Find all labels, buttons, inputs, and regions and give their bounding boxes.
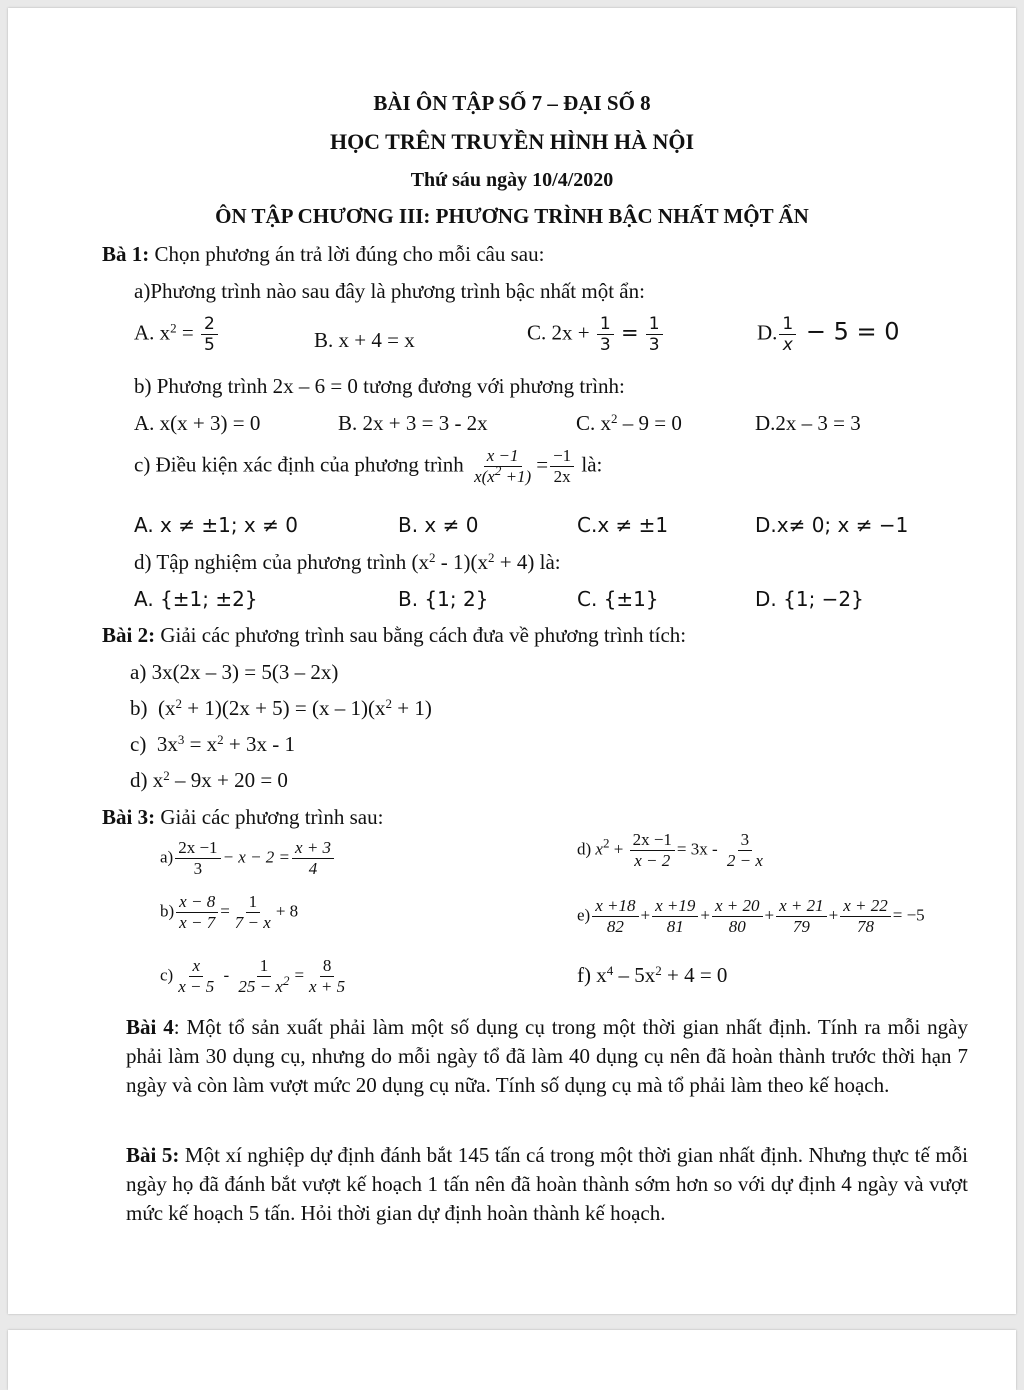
bai3-item-f: f) $x^4 - 5x^2 + 4 = 0$ xyxy=(577,963,728,987)
bai1-question-a: a)Phương trình nào sau đây là phương trình bậc nhất một ẩn: xyxy=(134,279,645,303)
bai1-b-option-C: C. $x^2 - 9 = 0$ xyxy=(576,411,682,435)
bai1-b-option-A: A. x(x + 3) = 0 xyxy=(134,411,261,435)
bai1-c-option-A: A. x ≠ ±1; x ≠ 0 xyxy=(134,513,298,537)
bai3-item-e: e) $\frac{x +18}{82}$ + $\frac{x +19}{81}$ + $\frac{x + 20}{80}$ + $\frac{x + 21}{79}$ + $\frac{x + 22}{78}$ = −5 xyxy=(577,896,925,936)
bai3-heading: Bài 3: Giải các phương trình sau: xyxy=(102,805,384,829)
bai1-question-d: d) Tập nghiệm của phương trình $(x^2 - 1)(x^2 + 4)$ là: xyxy=(134,550,561,574)
bai1-a-option-D: D. $\frac{1}{x}$ − 5 = 0 xyxy=(757,314,900,355)
next-page xyxy=(8,1330,1016,1390)
bai2-heading: Bài 2: Giải các phương trình sau bằng cách đưa về phương trình tích: xyxy=(102,623,687,647)
bai1-d-option-D: D. {1; −2} xyxy=(755,587,864,611)
bai3-item-b: b) $\frac{x - 8}{x - 7}$ = $\frac{1}{7 - x}$ + 8 xyxy=(160,892,299,932)
bai1-d-option-A: A. {±1; ±2} xyxy=(134,587,258,611)
bai3-item-d: d) $x^2$ + $\frac{2x -1}{x - 2}$ = 3x - $\frac{3}{2 - x}$ xyxy=(577,830,763,870)
bai1-question-b: b) Phương trình 2x – 6 = 0 tương đương với phương trình: xyxy=(134,374,625,398)
bai1-c-option-B: B. x ≠ 0 xyxy=(398,513,479,537)
bai1-d-option-B: B. {1; 2} xyxy=(398,587,489,611)
bai2-item-a: a) 3x(2x – 3) = 5(3 – 2x) xyxy=(130,660,339,684)
bai1-a-option-A: A. $x^2$ = $\frac{2}{5}$ xyxy=(134,314,220,355)
bai3-item-a: a) $\frac{2x -1}{3}$ − x − 2 = $\frac{x + 3}{4}$ xyxy=(160,838,336,879)
bai1-d-option-C: C. {±1} xyxy=(577,587,659,611)
bai1-question-c: c) Điều kiện xác định của phương trình $\frac{x -1}{x(x^2 +1)}$ = $\frac{-1}{2x}$ là: xyxy=(134,446,603,486)
bai5-paragraph: Bài 5: Một xí nghiệp dự định đánh bắt 145 tấn cá trong một thời gian nhất định. Nhưng thực tế mỗi ngày họ đã đánh bắt vượt kế hoạch 1 tấn nên đã hoàn thành sớm hơn so với dự định 4 ngày và vượt mức kế hoạch 5 tấn. Hỏi thời gian dự định hoàn thành kế hoạch. xyxy=(126,1143,969,1225)
bai2-item-d: d) $x^2 - 9x + 20 = 0$ xyxy=(130,768,288,792)
bai1-c-option-C: C.x ≠ ±1 xyxy=(577,513,669,537)
chapter-title: ÔN TẬP CHƯƠNG III: PHƯƠNG TRÌNH BẬC NHẤT MỘT ẨN xyxy=(215,204,809,228)
bai2-item-c: c) $3x^3 = x^2 + 3x - 1$ xyxy=(130,732,296,756)
title-2: HỌC TRÊN TRUYỀN HÌNH HÀ NỘI xyxy=(329,129,695,154)
bai2-item-b: b) $(x^2 + 1)(2x + 5) = (x - 1)(x^2 + 1)$ xyxy=(130,696,432,720)
bai4-paragraph: Bài 4: Một tổ sản xuất phải làm một số dụng cụ trong một thời gian nhất định. Tính ra mỗi ngày phải làm 30 dụng cụ, nhưng do mỗi ngày tổ đã làm 40 dụng cụ nên đã hoàn thành trước thời hạn 7 ngày và còn làm vượt mức 20 dụng cụ nữa. Tính số dụng cụ mà tổ phải làm theo kế hoạch. xyxy=(126,1015,969,1097)
bai1-b-option-D: D.2x – 3 = 3 xyxy=(755,411,861,435)
title-1: BÀI ÔN TẬP SỐ 7 – ĐẠI SỐ 8 xyxy=(373,91,651,115)
date: Thứ sáu ngày 10/4/2020 xyxy=(410,169,614,191)
bai1-b-option-B: B. 2x + 3 = 3 - 2x xyxy=(338,411,488,435)
bai1-a-option-B: B. x + 4 = x xyxy=(314,328,415,352)
bai1-a-option-C: C. 2x + $\frac{1}{3}$ = $\frac{1}{3}$ xyxy=(527,314,665,355)
bai1-c-option-D: D.x≠ 0; x ≠ −1 xyxy=(755,513,909,537)
bai1-heading: Bà 1: Chọn phương án trả lời đúng cho mỗi câu sau: xyxy=(102,242,545,266)
bai3-item-c: c) $\frac{x}{x - 5}$ - $\frac{1}{25 - x^2}$ = $\frac{8}{x + 5}$ xyxy=(160,956,346,996)
